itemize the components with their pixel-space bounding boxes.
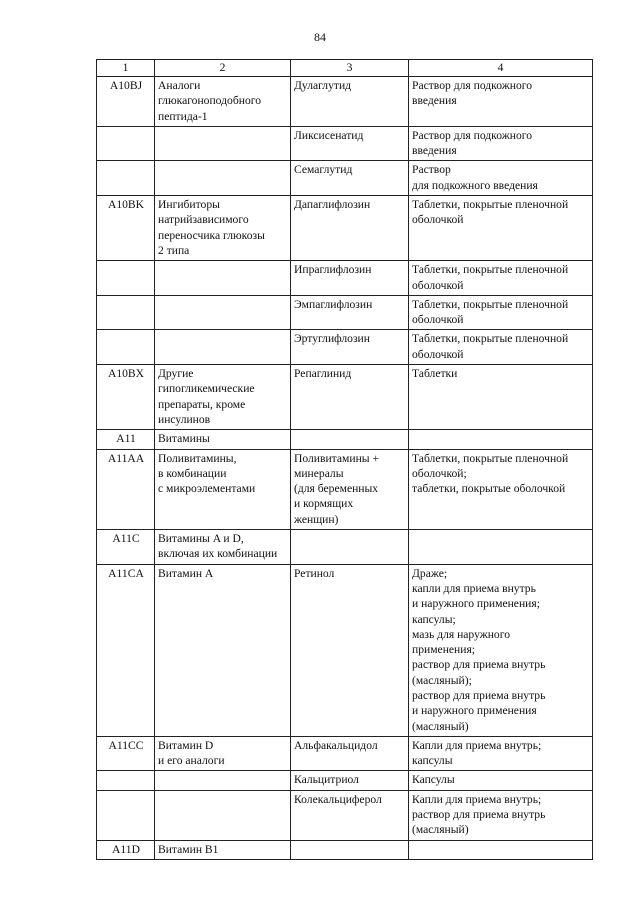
drug-name-cell	[291, 430, 409, 449]
dosage-form-cell: Раствор для подкожного введения	[409, 77, 593, 127]
dosage-form-cell	[409, 840, 593, 859]
atc-code-cell: A10BX	[97, 365, 155, 430]
table-row	[97, 790, 593, 840]
dosage-form-cell	[409, 530, 593, 565]
atc-code-cell: A11CA	[97, 564, 155, 736]
atc-code-cell: A11D	[97, 840, 155, 859]
dosage-form-cell: Драже; капли для приема внутрь и наружного применения; капсулы; мазь для наружного применения; раствор для приема внутрь (масляный); раствор для приема внутрь и наружного применения (масляный)	[409, 564, 593, 736]
table-row	[97, 771, 593, 790]
atc-code-cell	[97, 771, 155, 790]
table-row	[97, 365, 593, 430]
drug-name-cell: Ликсисенатид	[291, 126, 409, 161]
group-cell: Витамин A	[155, 564, 291, 736]
group-cell: Другие гипогликемические препараты, кроме инсулинов	[155, 365, 291, 430]
table-row	[97, 161, 593, 196]
column-header: 3	[291, 60, 409, 77]
group-cell: Аналоги глюкагоноподобного пептида-1	[155, 77, 291, 127]
atc-code-cell: A11AA	[97, 449, 155, 529]
dosage-form-cell: Таблетки, покрытые пленочной оболочкой	[409, 330, 593, 365]
group-cell	[155, 771, 291, 790]
table-row	[97, 564, 593, 736]
dosage-form-cell: Раствор для подкожного введения	[409, 126, 593, 161]
drug-name-cell	[291, 840, 409, 859]
page-number: 84	[314, 30, 326, 44]
drug-name-cell: Альфакальцидол	[291, 736, 409, 771]
atc-code-cell	[97, 330, 155, 365]
dosage-form-cell: Капсулы	[409, 771, 593, 790]
drug-name-cell: Ипраглифлозин	[291, 261, 409, 296]
group-cell	[155, 790, 291, 840]
drug-table	[96, 59, 593, 860]
group-cell: Витамины	[155, 430, 291, 449]
table-row	[97, 77, 593, 127]
column-header: 2	[155, 60, 291, 77]
dosage-form-cell: Раствор для подкожного введения	[409, 161, 593, 196]
group-cell: Ингибиторы натрийзависимого переносчика глюкозы 2 типа	[155, 196, 291, 261]
dosage-form-cell: Таблетки	[409, 365, 593, 430]
atc-code-cell	[97, 126, 155, 161]
drug-name-cell: Семаглутид	[291, 161, 409, 196]
drug-name-cell: Эртуглифлозин	[291, 330, 409, 365]
table-row	[97, 126, 593, 161]
atc-code-cell: A11C	[97, 530, 155, 565]
atc-code-cell	[97, 161, 155, 196]
group-cell: Витамины A и D, включая их комбинации	[155, 530, 291, 565]
atc-code-cell: A10BK	[97, 196, 155, 261]
drug-name-cell: Дапаглифлозин	[291, 196, 409, 261]
atc-code-cell: A11	[97, 430, 155, 449]
table-row	[97, 330, 593, 365]
table-row	[97, 840, 593, 859]
group-cell: Витамин D и его аналоги	[155, 736, 291, 771]
column-header: 4	[409, 60, 593, 77]
dosage-form-cell: Капли для приема внутрь; капсулы	[409, 736, 593, 771]
group-cell	[155, 126, 291, 161]
atc-code-cell	[97, 261, 155, 296]
group-cell	[155, 161, 291, 196]
drug-name-cell: Эмпаглифлозин	[291, 295, 409, 330]
dosage-form-cell: Таблетки, покрытые пленочной оболочкой	[409, 196, 593, 261]
table-row	[97, 736, 593, 771]
drug-name-cell: Поливитамины + минералы (для беременных и кормящих женщин)	[291, 449, 409, 529]
table-header-row	[97, 60, 593, 77]
table-row	[97, 430, 593, 449]
group-cell: Поливитамины, в комбинации с микроэлементами	[155, 449, 291, 529]
drug-name-cell: Ретинол	[291, 564, 409, 736]
column-header: 1	[97, 60, 155, 77]
dosage-form-cell: Капли для приема внутрь; раствор для приема внутрь (масляный)	[409, 790, 593, 840]
atc-code-cell: A11CC	[97, 736, 155, 771]
group-cell	[155, 330, 291, 365]
table-row	[97, 196, 593, 261]
table-row	[97, 530, 593, 565]
group-cell: Витамин B1	[155, 840, 291, 859]
table-row	[97, 261, 593, 296]
dosage-form-cell: Таблетки, покрытые пленочной оболочкой; таблетки, покрытые оболочкой	[409, 449, 593, 529]
dosage-form-cell: Таблетки, покрытые пленочной оболочкой	[409, 295, 593, 330]
drug-name-cell: Колекальциферол	[291, 790, 409, 840]
group-cell	[155, 295, 291, 330]
table-row	[97, 295, 593, 330]
drug-name-cell	[291, 530, 409, 565]
dosage-form-cell: Таблетки, покрытые пленочной оболочкой	[409, 261, 593, 296]
atc-code-cell	[97, 295, 155, 330]
group-cell	[155, 261, 291, 296]
drug-name-cell: Кальцитриол	[291, 771, 409, 790]
drug-name-cell: Дулаглутид	[291, 77, 409, 127]
drug-name-cell: Репаглинид	[291, 365, 409, 430]
atc-code-cell: A10BJ	[97, 77, 155, 127]
atc-code-cell	[97, 790, 155, 840]
table-row	[97, 449, 593, 529]
dosage-form-cell	[409, 430, 593, 449]
